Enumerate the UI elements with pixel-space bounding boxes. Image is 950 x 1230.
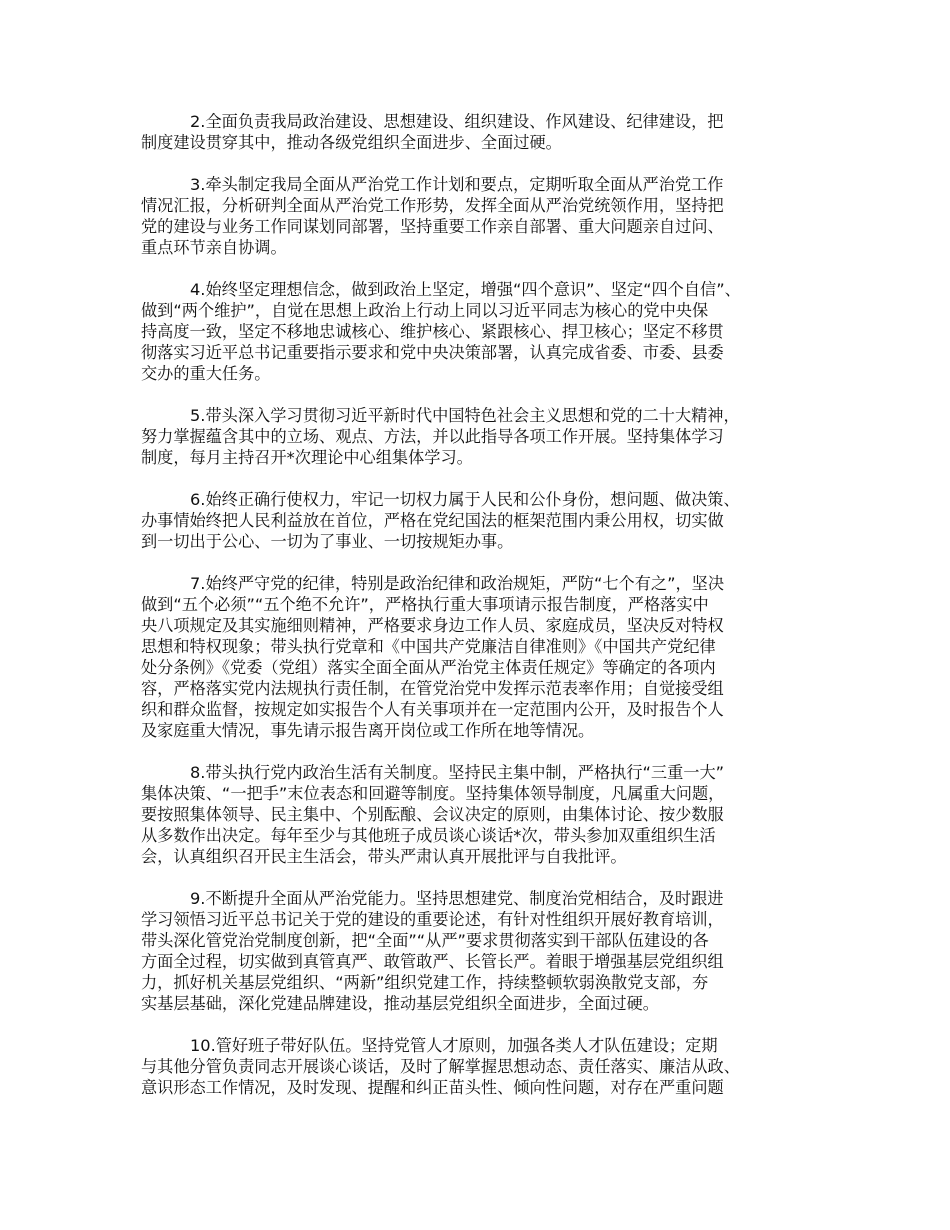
paragraph-2 <box>141 111 831 153</box>
paragraph-line: 8.带头执行党内政治生活有关制度。坚持民主集中制，严格执行“三重一大” <box>190 763 725 782</box>
paragraph-line: 情况汇报，分析研判全面从严治党工作形势，发挥全面从严治党统领作用，坚持把 <box>141 196 724 215</box>
paragraph-8 <box>141 762 831 867</box>
paragraph-line: 办事情始终把人民利益放在首位，严格在党纪国法的框架范围内秉公用权，切实做 <box>141 511 724 530</box>
paragraph-line: 到一切出于公心、一切为了事业、一切按规矩办事。 <box>141 532 514 551</box>
paragraph-line: 2.全面负责我局政治建设、思想建设、组织建设、作风建设、纪律建设，把 <box>190 112 724 131</box>
paragraph-line: 做到“两个维护”，自觉在思想上政治上行动上同以习近平同志为核心的党中央保 <box>141 301 709 320</box>
document-body <box>141 111 831 1119</box>
paragraph-line: 方面全过程，切实做到真管真严、敢管敢严、长管长严。着眼于增强基层党组织组 <box>141 952 724 971</box>
paragraph-line: 7.始终严守党的纪律，特别是政治纪律和政治规矩，严防“七个有之”，坚决 <box>190 574 725 593</box>
paragraph-line: 实基层基础，深化党建品牌建设，推动基层党组织全面进步，全面过硬。 <box>141 994 659 1013</box>
paragraph-4 <box>141 279 831 384</box>
paragraph-line: 交办的重大任务。 <box>141 364 271 383</box>
paragraph-10 <box>141 1035 831 1098</box>
paragraph-6 <box>141 489 831 552</box>
paragraph-line: 重点环节亲自协调。 <box>141 238 287 257</box>
paragraph-line: 央八项规定及其实施细则精神，严格要求身边工作人员、家庭成员，坚决反对特权 <box>141 616 724 635</box>
paragraph-line: 10.管好班子带好队伍。坚持党管人才原则，加强各类人才队伍建设；定期 <box>190 1036 718 1055</box>
paragraph-line: 做到“五个必须”“五个绝不允许”，严格执行重大事项请示报告制度，严格落实中 <box>141 595 709 614</box>
paragraph-line: 5.带头深入学习贯彻习近平新时代中国特色社会主义思想和党的二十大精神， <box>190 406 740 425</box>
paragraph-line: 持高度一致，坚定不移地忠诚核心、维护核心、紧跟核心、捍卫核心；坚定不移贯 <box>141 322 724 341</box>
paragraph-line: 思想和特权现象；带头执行党章和《中国共产党廉洁自律准则》《中国共产党纪律 <box>141 637 716 656</box>
paragraph-line: 及家庭重大情况，事先请示报告离开岗位或工作所在地等情况。 <box>141 721 595 740</box>
paragraph-line: 努力掌握蕴含其中的立场、观点、方法，并以此指导各项工作开展。坚持集体学习 <box>141 427 724 446</box>
paragraph-9 <box>141 888 831 1014</box>
paragraph-line: 从多数作出决定。每年至少与其他班子成员谈心谈话*次，带头参加双重组织生活 <box>141 826 716 845</box>
paragraph-line: 制度建设贯穿其中，推动各级党组织全面进步、全面过硬。 <box>141 133 562 152</box>
paragraph-line: 6.始终正确行使权力，牢记一切权力属于人民和公仆身份，想问题、做决策、 <box>190 490 740 509</box>
paragraph-line: 党的建设与业务工作同谋划同部署，坚持重要工作亲自部署、重大问题亲自过问、 <box>141 217 724 236</box>
paragraph-3 <box>141 174 831 258</box>
paragraph-line: 集体决策、“一把手”末位表态和回避等制度。坚持集体领导制度，凡属重大问题， <box>141 784 725 803</box>
paragraph-line: 与其他分管负责同志开展谈心谈话，及时了解掌握思想动态、责任落实、廉洁从政、 <box>141 1057 740 1076</box>
paragraph-line: 带头深化管党治党制度创新，把“全面”“从严”要求贯彻落实到干部队伍建设的各 <box>141 931 709 950</box>
paragraph-line: 意识形态工作情况，及时发现、提醒和纠正苗头性、倾向性问题，对存在严重问题 <box>141 1078 724 1097</box>
paragraph-line: 织和群众监督，按规定如实报告个人有关事项并在一定范围内公开，及时报告个人 <box>141 700 724 719</box>
paragraph-line: 处分条例》《党委（党组）落实全面全面从严治党主体责任规定》等确定的各项内 <box>141 658 716 677</box>
paragraph-line: 容，严格落实党内法规执行责任制，在管党治党中发挥示范表率作用；自觉接受组 <box>141 679 724 698</box>
paragraph-line: 力，抓好机关基层党组织、“两新”组织党建工作，持续整顿软弱涣散党支部，夯 <box>141 973 709 992</box>
paragraph-5 <box>141 405 831 468</box>
paragraph-line: 会，认真组织召开民主生活会，带头严肃认真开展批评与自我批评。 <box>141 847 627 866</box>
paragraph-line: 3.牵头制定我局全面从严治党工作计划和要点，定期听取全面从严治党工作 <box>190 175 724 194</box>
paragraph-line: 4.始终坚定理想信念，做到政治上坚定，增强“四个意识”、坚定“四个自信”、 <box>190 280 741 299</box>
paragraph-line: 制度，每月主持召开*次理论中心组集体学习。 <box>141 448 473 467</box>
paragraph-line: 9.不断提升全面从严治党能力。坚持思想建党、制度治党相结合，及时跟进 <box>190 889 724 908</box>
paragraph-line: 学习领悟习近平总书记关于党的建设的重要论述，有针对性组织开展好教育培训， <box>141 910 724 929</box>
paragraph-7 <box>141 573 831 741</box>
paragraph-line: 要按照集体领导、民主集中、个别酝酿、会议决定的原则，由集体讨论、按少数服 <box>141 805 724 824</box>
paragraph-line: 彻落实习近平总书记重要指示要求和党中央决策部署，认真完成省委、市委、县委 <box>141 343 724 362</box>
